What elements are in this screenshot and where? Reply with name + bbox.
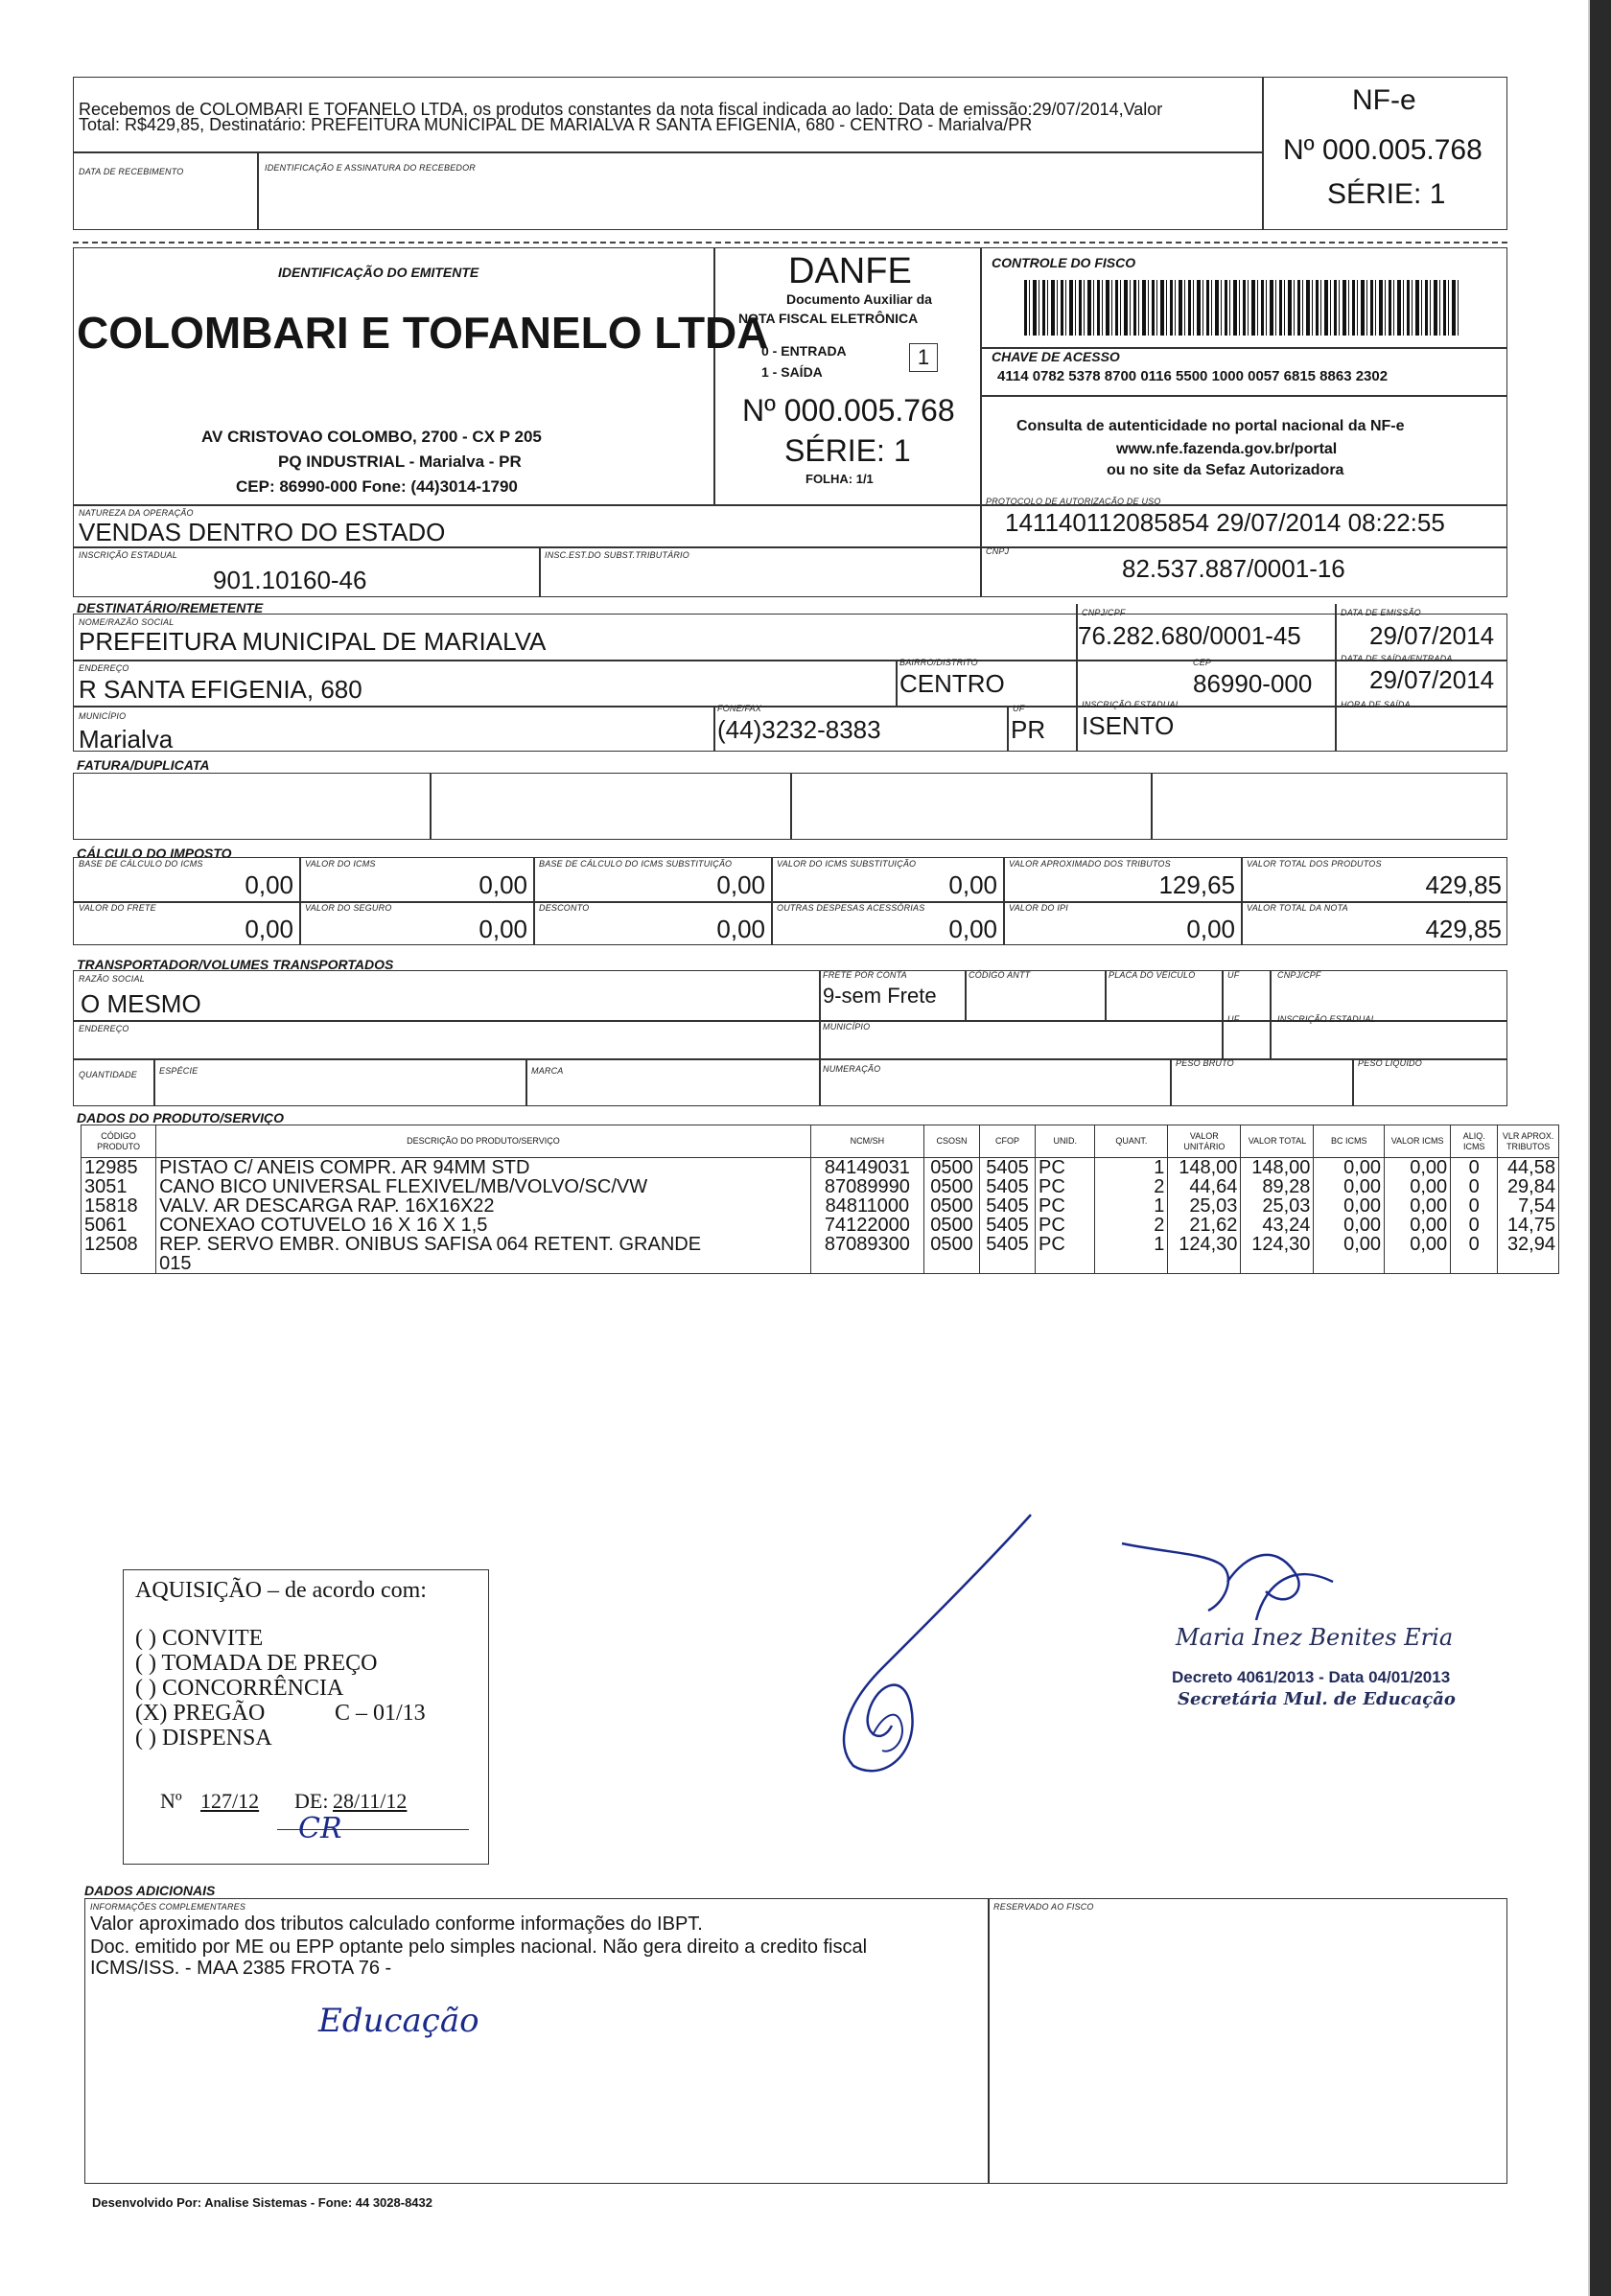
tax-row2-value-0: 0,00	[245, 915, 293, 943]
transport-block	[73, 970, 1507, 1106]
recipient-name: PREFEITURA MUNICIPAL DE MARIALVA	[79, 627, 547, 656]
emitter-cnpj-value: 82.537.887/0001-16	[1122, 554, 1345, 583]
product-total: 148,00	[1241, 1158, 1314, 1178]
stamp-initials: CR	[298, 1812, 342, 1845]
product-cfop: 5405	[980, 1158, 1036, 1178]
signer-role: Secretária Mul. de Educação	[1178, 1689, 1456, 1709]
signer-decree: Decreto 4061/2013 - Data 04/01/2013	[1172, 1668, 1451, 1686]
tax-row2-label-2: DESCONTO	[539, 903, 590, 913]
product-desc: PISTAO C/ ANEIS COMPR. AR 94MM STD	[156, 1158, 811, 1178]
ie-value: 901.10160-46	[213, 566, 367, 594]
product-aliq: 0	[1451, 1235, 1498, 1274]
cep-label: CEP	[1193, 658, 1212, 667]
products-header-0: CÓDIGO PRODUTO	[82, 1125, 156, 1158]
recipient-ie: ISENTO	[1082, 711, 1175, 740]
product-desc: REP. SERVO EMBR. ONIBUS SAFISA 064 RETENT. GRANDE 015	[156, 1235, 811, 1274]
recipient-ie-label: INSCRIÇÃO ESTADUAL	[1082, 700, 1180, 709]
protocol-label: PROTOCOLO DE AUTORIZAÇÃO DE USO	[986, 497, 1161, 506]
tax-row1-value-1: 0,00	[479, 870, 527, 899]
product-unit-value: 25,03	[1168, 1196, 1241, 1216]
tax-row2-value-2: 0,00	[716, 915, 765, 943]
receipt-nfe: NF-e	[1352, 84, 1416, 116]
transport-section-label: TRANSPORTADOR/VOLUMES TRANSPORTADOS	[77, 957, 394, 972]
plate-label: PLACA DO VEÍCULO	[1109, 970, 1196, 980]
control-label: CONTROLE DO FISCO	[992, 255, 1136, 270]
product-csosn: 0500	[924, 1177, 980, 1196]
recipient-cnpj-label: CNPJ/CPF	[1082, 608, 1126, 617]
product-total: 25,03	[1241, 1196, 1314, 1216]
carrier-city-label: MUNICÍPIO	[823, 1022, 871, 1032]
product-qty: 1	[1095, 1196, 1168, 1216]
danfe-type-box: 1	[909, 343, 938, 372]
district-label: BAIRRO/DISTRITO	[899, 658, 978, 667]
signature-scribble-right	[1112, 1524, 1362, 1639]
additional-section-label: DADOS ADICIONAIS	[84, 1883, 216, 1898]
product-desc: CONEXAO COTUVELO 16 X 16 X 1,5	[156, 1216, 811, 1235]
product-csosn: 0500	[924, 1158, 980, 1178]
danfe-entry: 0 - ENTRADA	[761, 343, 847, 359]
tax-row2-label-4: VALOR DO IPI	[1009, 903, 1068, 913]
footer-credit: Desenvolvido Por: Analise Sistemas - Fone: 44 3028-8432	[92, 2195, 432, 2210]
carrier-address-label: ENDEREÇO	[79, 1024, 129, 1033]
tax-row1-label-3: VALOR DO ICMS SUBSTITUIÇÃO	[777, 859, 917, 869]
nature-value: VENDAS DENTRO DO ESTADO	[79, 518, 446, 546]
products-header-2: NCM/SH	[810, 1125, 923, 1158]
product-ncm: 87089990	[810, 1177, 923, 1196]
tax-row2-label-3: OUTRAS DESPESAS ACESSÓRIAS	[777, 903, 925, 913]
stamp-option-tomada: ( ) TOMADA DE PREÇO	[135, 1651, 378, 1676]
receipt-signature-label: IDENTIFICAÇÃO E ASSINATURA DO RECEBEDOR	[265, 163, 476, 173]
products-header-7: VALOR UNITÁRIO	[1168, 1125, 1241, 1158]
product-csosn: 0500	[924, 1235, 980, 1274]
ie-label: INSCRIÇÃO ESTADUAL	[79, 550, 177, 560]
product-code: 3051	[82, 1177, 156, 1196]
exit-date: 29/07/2014	[1369, 665, 1495, 694]
product-total: 89,28	[1241, 1177, 1314, 1196]
receipt-series: SÉRIE: 1	[1327, 178, 1446, 210]
danfe-number: Nº 000.005.768	[742, 393, 955, 428]
product-unit: PC	[1036, 1158, 1095, 1178]
signature-scribble-left	[815, 1505, 1036, 1783]
tax-row2-label-0: VALOR DO FRETE	[79, 903, 156, 913]
product-ncm: 87089300	[810, 1235, 923, 1274]
products-header-6: QUANT.	[1095, 1125, 1168, 1158]
product-total: 124,30	[1241, 1235, 1314, 1274]
danfe-series: SÉRIE: 1	[784, 433, 911, 468]
gross-weight-label: PESO BRUTO	[1176, 1058, 1234, 1068]
recipient-uf: PR	[1011, 715, 1046, 744]
product-csosn: 0500	[924, 1196, 980, 1216]
receipt-date-label: DATA DE RECEBIMENTO	[79, 167, 184, 176]
recipient-address-label: ENDEREÇO	[79, 663, 129, 673]
product-unit: PC	[1036, 1216, 1095, 1235]
stamp-date: 28/11/12	[333, 1789, 408, 1813]
recipient-uf-label: UF	[1013, 704, 1025, 713]
product-unit: PC	[1036, 1235, 1095, 1274]
emitter-name: COLOMBARI E TOFANELO LTDA	[77, 308, 769, 358]
danfe-title: DANFE	[788, 251, 912, 291]
danfe-exit: 1 - SAÍDA	[761, 364, 823, 380]
product-bc: 0,00	[1314, 1158, 1385, 1178]
brand-label: MARCA	[531, 1066, 564, 1076]
products-header-9: BC ICMS	[1314, 1125, 1385, 1158]
emitter-address2: PQ INDUSTRIAL - Marialva - PR	[278, 452, 522, 471]
products-header-3: CSOSN	[924, 1125, 980, 1158]
product-trib: 29,84	[1498, 1177, 1559, 1196]
barcode	[1024, 280, 1461, 336]
product-unit-value: 124,30	[1168, 1235, 1241, 1274]
products-header-10: VALOR ICMS	[1385, 1125, 1451, 1158]
product-desc: VALV. AR DESCARGA RAP. 16X16X22	[156, 1196, 811, 1216]
tax-row1-value-4: 129,65	[1158, 870, 1235, 899]
product-qty: 2	[1095, 1216, 1168, 1235]
reserved-label: RESERVADO AO FISCO	[993, 1902, 1094, 1912]
product-unit-value: 21,62	[1168, 1216, 1241, 1235]
invoice-section-label: FATURA/DUPLICATA	[77, 757, 210, 773]
stamp-number: 127/12	[200, 1789, 260, 1813]
kind-label: ESPÉCIE	[159, 1066, 198, 1076]
tax-row1-label-0: BASE DE CÁLCULO DO ICMS	[79, 859, 203, 869]
product-cfop: 5405	[980, 1177, 1036, 1196]
products-header-4: CFOP	[980, 1125, 1036, 1158]
stamp-number-label: Nº	[160, 1789, 182, 1813]
product-desc: CANO BICO UNIVERSAL FLEXIVEL/MB/VOLVO/SC/VW	[156, 1177, 811, 1196]
product-code: 12508	[82, 1235, 156, 1274]
product-trib: 7,54	[1498, 1196, 1559, 1216]
stamp-sign-line	[277, 1829, 469, 1830]
table-row	[82, 1235, 1559, 1274]
additional-line3: ICMS/ISS. - MAA 2385 FROTA 76 -	[90, 1958, 392, 1979]
product-aliq: 0	[1451, 1158, 1498, 1178]
emitter-address1: AV CRISTOVAO COLOMBO, 2700 - CX P 205	[201, 428, 542, 446]
recipient-address: R SANTA EFIGENIA, 680	[79, 675, 362, 704]
issue-date-label: DATA DE EMISSÃO	[1341, 608, 1421, 617]
danfe-subtitle2: NOTA FISCAL ELETRÔNICA	[738, 311, 919, 326]
access-key: 4114 0782 5378 8700 0116 5500 1000 0057 6815 8863 2302	[997, 368, 1389, 384]
product-unit-value: 44,64	[1168, 1177, 1241, 1196]
products-table	[81, 1125, 1559, 1274]
consult-line2[interactable]: www.nfe.fazenda.gov.br/portal	[1116, 441, 1338, 457]
product-cfop: 5405	[980, 1216, 1036, 1235]
stamp-option-concorrencia: ( ) CONCORRÊNCIA	[135, 1676, 344, 1701]
product-unit-value: 148,00	[1168, 1158, 1241, 1178]
product-trib: 32,94	[1498, 1235, 1559, 1274]
additional-line2: Doc. emitido por ME ou EPP optante pelo simples nacional. Não gera direito a credito fiscal	[90, 1937, 868, 1958]
recipient-cnpj: 76.282.680/0001-45	[1078, 621, 1301, 650]
product-ncm: 74122000	[810, 1216, 923, 1235]
phone-label: FONE/FAX	[717, 704, 761, 713]
product-unit: PC	[1036, 1196, 1095, 1216]
products-header-5: UNID.	[1036, 1125, 1095, 1158]
carrier-name: O MESMO	[81, 989, 201, 1018]
product-aliq: 0	[1451, 1196, 1498, 1216]
product-bc: 0,00	[1314, 1177, 1385, 1196]
table-row	[82, 1177, 1559, 1196]
carrier-cnpj-label: CNPJ/CPF	[1277, 970, 1321, 980]
consult-line1: Consulta de autenticidade no portal nacional da NF-e	[1016, 418, 1405, 434]
receipt-text-line1: Recebemos de COLOMBARI E TOFANELO LTDA, os produtos constantes da nota fiscal indicada ao lado: Data de emissão:29/07/2014,Valor	[79, 100, 1163, 119]
product-csosn: 0500	[924, 1216, 980, 1235]
tax-row1-label-2: BASE DE CÁLCULO DO ICMS SUBSTITUIÇÃO	[539, 859, 733, 869]
stamp-title: AQUISIÇÃO – de acordo com:	[135, 1578, 427, 1603]
tax-row1-label-5: VALOR TOTAL DOS PRODUTOS	[1247, 859, 1382, 869]
freight-label: FRETE POR CONTA	[823, 970, 907, 980]
product-ncm: 84149031	[810, 1158, 923, 1178]
tax-row1-label-1: VALOR DO ICMS	[305, 859, 376, 869]
emitter-section-label: IDENTIFICAÇÃO DO EMITENTE	[278, 265, 479, 280]
qty-label: QUANTIDADE	[79, 1070, 138, 1079]
carrier-uf-label: UF	[1227, 970, 1240, 980]
danfe-page: FOLHA: 1/1	[806, 472, 874, 486]
stamp-option-dispensa: ( ) DISPENSA	[135, 1726, 272, 1751]
table-row	[82, 1196, 1559, 1216]
ie-st-label: INSC.EST.DO SUBST.TRIBUTÁRIO	[545, 550, 689, 560]
net-weight-label: PESO LÍQUIDO	[1358, 1058, 1422, 1068]
product-trib: 14,75	[1498, 1216, 1559, 1235]
product-icms: 0,00	[1385, 1158, 1451, 1178]
phone: (44)3232-8383	[717, 715, 881, 744]
products-header-12: VLR APROX. TRIBUTOS	[1498, 1125, 1559, 1158]
product-cfop: 5405	[980, 1196, 1036, 1216]
table-row	[82, 1158, 1559, 1178]
table-row	[82, 1216, 1559, 1235]
additional-info-label: INFORMAÇÕES COMPLEMENTARES	[90, 1902, 246, 1912]
product-icms: 0,00	[1385, 1177, 1451, 1196]
product-code: 15818	[82, 1196, 156, 1216]
product-bc: 0,00	[1314, 1196, 1385, 1216]
tax-section-label: CÁLCULO DO IMPOSTO	[77, 846, 232, 861]
acquisition-stamp	[123, 1569, 489, 1865]
issue-date: 29/07/2014	[1369, 621, 1495, 650]
danfe-subtitle1: Documento Auxiliar da	[786, 291, 932, 307]
antt-label: CÓDIGO ANTT	[969, 970, 1031, 980]
products-header-8: VALOR TOTAL	[1241, 1125, 1314, 1158]
product-aliq: 0	[1451, 1216, 1498, 1235]
tax-row1-value-2: 0,00	[716, 870, 765, 899]
carrier-uf2-label: UF	[1227, 1014, 1240, 1024]
emitter-cnpj-label: CNPJ	[986, 546, 1010, 556]
freight: 9-sem Frete	[823, 984, 937, 1008]
product-icms: 0,00	[1385, 1235, 1451, 1274]
stamp-option-pregao: (X) PREGÃO	[135, 1701, 266, 1726]
product-bc: 0,00	[1314, 1235, 1385, 1274]
tax-row1-label-4: VALOR APROXIMADO DOS TRIBUTOS	[1009, 859, 1171, 869]
tax-row2-value-3: 0,00	[948, 915, 997, 943]
recipient-section-label: DESTINATÁRIO/REMETENTE	[77, 600, 264, 615]
receipt-text-line2: Total: R$429,85, Destinatário: PREFEITURA MUNICIPAL DE MARIALVA R SANTA EFIGENIA, 680 - CENTRO - Marialva/PR	[79, 115, 1033, 134]
product-code: 12985	[82, 1158, 156, 1178]
product-bc: 0,00	[1314, 1216, 1385, 1235]
products-section-label: DADOS DO PRODUTO/SERVIÇO	[77, 1110, 284, 1125]
tax-row2-value-1: 0,00	[479, 915, 527, 943]
product-total: 43,24	[1241, 1216, 1314, 1235]
product-trib: 44,58	[1498, 1158, 1559, 1178]
product-qty: 1	[1095, 1235, 1168, 1274]
tax-row2-value-4: 0,00	[1186, 915, 1235, 943]
additional-handwritten: Educação	[318, 2002, 479, 2040]
nature-label: NATUREZA DA OPERAÇÃO	[79, 508, 194, 518]
products-header-1: DESCRIÇÃO DO PRODUTO/SERVIÇO	[156, 1125, 811, 1158]
cut-line	[73, 242, 1507, 244]
stamp-option-convite: ( ) CONVITE	[135, 1626, 264, 1651]
tax-row1-value-3: 0,00	[948, 870, 997, 899]
district: CENTRO	[899, 669, 1005, 698]
product-icms: 0,00	[1385, 1196, 1451, 1216]
carrier-ie-label: INSCRIÇÃO ESTADUAL	[1277, 1014, 1376, 1024]
exit-date-label: DATA DE SAÍDA/ENTRADA	[1341, 654, 1453, 663]
stamp-pregao-number: C – 01/13	[335, 1701, 426, 1726]
city-label: MUNICÍPIO	[79, 711, 127, 721]
signer-name: Maria Inez Benites Eria	[1176, 1624, 1454, 1651]
carrier-name-label: RAZÃO SOCIAL	[79, 974, 145, 984]
product-code: 5061	[82, 1216, 156, 1235]
cep: 86990-000	[1193, 669, 1313, 698]
protocol-value: 141140112085854 29/07/2014 08:22:55	[1005, 508, 1445, 537]
exit-time-label: HORA DE SAÍDA	[1341, 700, 1411, 709]
tax-row1-value-0: 0,00	[245, 870, 293, 899]
products-header-11: ALIQ. ICMS	[1451, 1125, 1498, 1158]
consult-line3: ou no site da Sefaz Autorizadora	[1107, 462, 1344, 478]
page-edge	[1590, 0, 1611, 2296]
recipient-name-label: NOME/RAZÃO SOCIAL	[79, 617, 175, 627]
product-ncm: 84811000	[810, 1196, 923, 1216]
tax-row1-value-5: 429,85	[1425, 870, 1502, 899]
product-icms: 0,00	[1385, 1216, 1451, 1235]
product-unit: PC	[1036, 1177, 1095, 1196]
emitter-address3: CEP: 86990-000 Fone: (44)3014-1790	[236, 477, 518, 496]
additional-line1: Valor aproximado dos tributos calculado conforme informações do IBPT.	[90, 1913, 703, 1935]
product-qty: 1	[1095, 1158, 1168, 1178]
tax-row2-label-5: VALOR TOTAL DA NOTA	[1247, 903, 1348, 913]
receipt-number: Nº 000.005.768	[1283, 134, 1483, 166]
numbering-label: NUMERAÇÃO	[823, 1064, 881, 1074]
access-key-label: CHAVE DE ACESSO	[992, 349, 1120, 364]
stamp-date-label: DE:	[294, 1789, 329, 1813]
city: Marialva	[79, 725, 174, 754]
product-qty: 2	[1095, 1177, 1168, 1196]
product-cfop: 5405	[980, 1235, 1036, 1274]
tax-row2-value-5: 429,85	[1425, 915, 1502, 943]
product-aliq: 0	[1451, 1177, 1498, 1196]
tax-row2-label-1: VALOR DO SEGURO	[305, 903, 392, 913]
